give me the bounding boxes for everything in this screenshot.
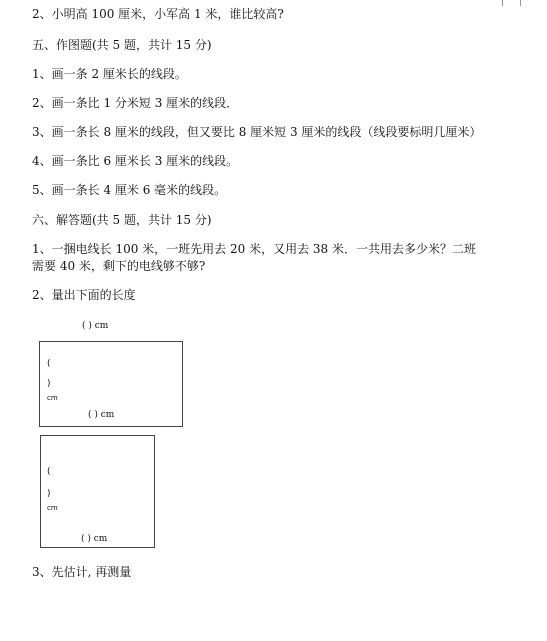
question-2-text: 2、小明高 100 厘米，小军高 1 米，谁比较高?	[32, 7, 284, 21]
rect2-side-unit: cm	[47, 504, 58, 512]
measure-rectangle-2	[40, 435, 155, 548]
rect1-side-close-paren: )	[47, 379, 51, 389]
rect2-side-close-paren: )	[47, 489, 51, 499]
rect1-side-open-paren: (	[47, 359, 51, 369]
section-5-heading: 五、作图题(共 5 题，共计 15 分)	[32, 38, 212, 52]
rect1-bottom-length-label: ( ) cm	[88, 410, 115, 420]
section-5-item-2: 2、画一条比 1 分米短 3 厘米的线段．	[32, 96, 239, 110]
section-6-item-1-line-1: 1、一捆电线长 100 米，一班先用去 20 米，又用去 38 米．一共用去多少米？二班	[32, 242, 476, 256]
section-5-item-1: 1、画一条 2 厘米长的线段。	[32, 67, 187, 81]
section-6-heading: 六、解答题(共 5 题，共计 15 分)	[32, 213, 212, 227]
rect2-bottom-length-label: ( ) cm	[81, 534, 108, 544]
section-6-item-3: 3、先估计, 再测量	[32, 565, 132, 579]
rect1-side-unit: cm	[47, 394, 58, 402]
crop-mark-left	[502, 0, 503, 6]
section-5-item-5: 5、画一条长 4 厘米 6 毫米的线段。	[32, 183, 227, 197]
section-5-item-4: 4、画一条比 6 厘米长 3 厘米的线段。	[32, 154, 239, 168]
section-6-item-2: 2、量出下面的长度	[32, 288, 136, 302]
crop-mark-right	[520, 0, 521, 6]
section-6-item-1-line-2: 需要 40 米，剩下的电线够不够?	[32, 259, 206, 273]
section-5-item-3: 3、画一条长 8 厘米的线段，但又要比 8 厘米短 3 厘米的线段（线段要标明几厘米）	[32, 125, 482, 139]
measure-rectangle-1	[39, 341, 183, 427]
rect1-top-length-label: ( ) cm	[82, 321, 109, 331]
rect2-side-open-paren: (	[47, 467, 51, 477]
